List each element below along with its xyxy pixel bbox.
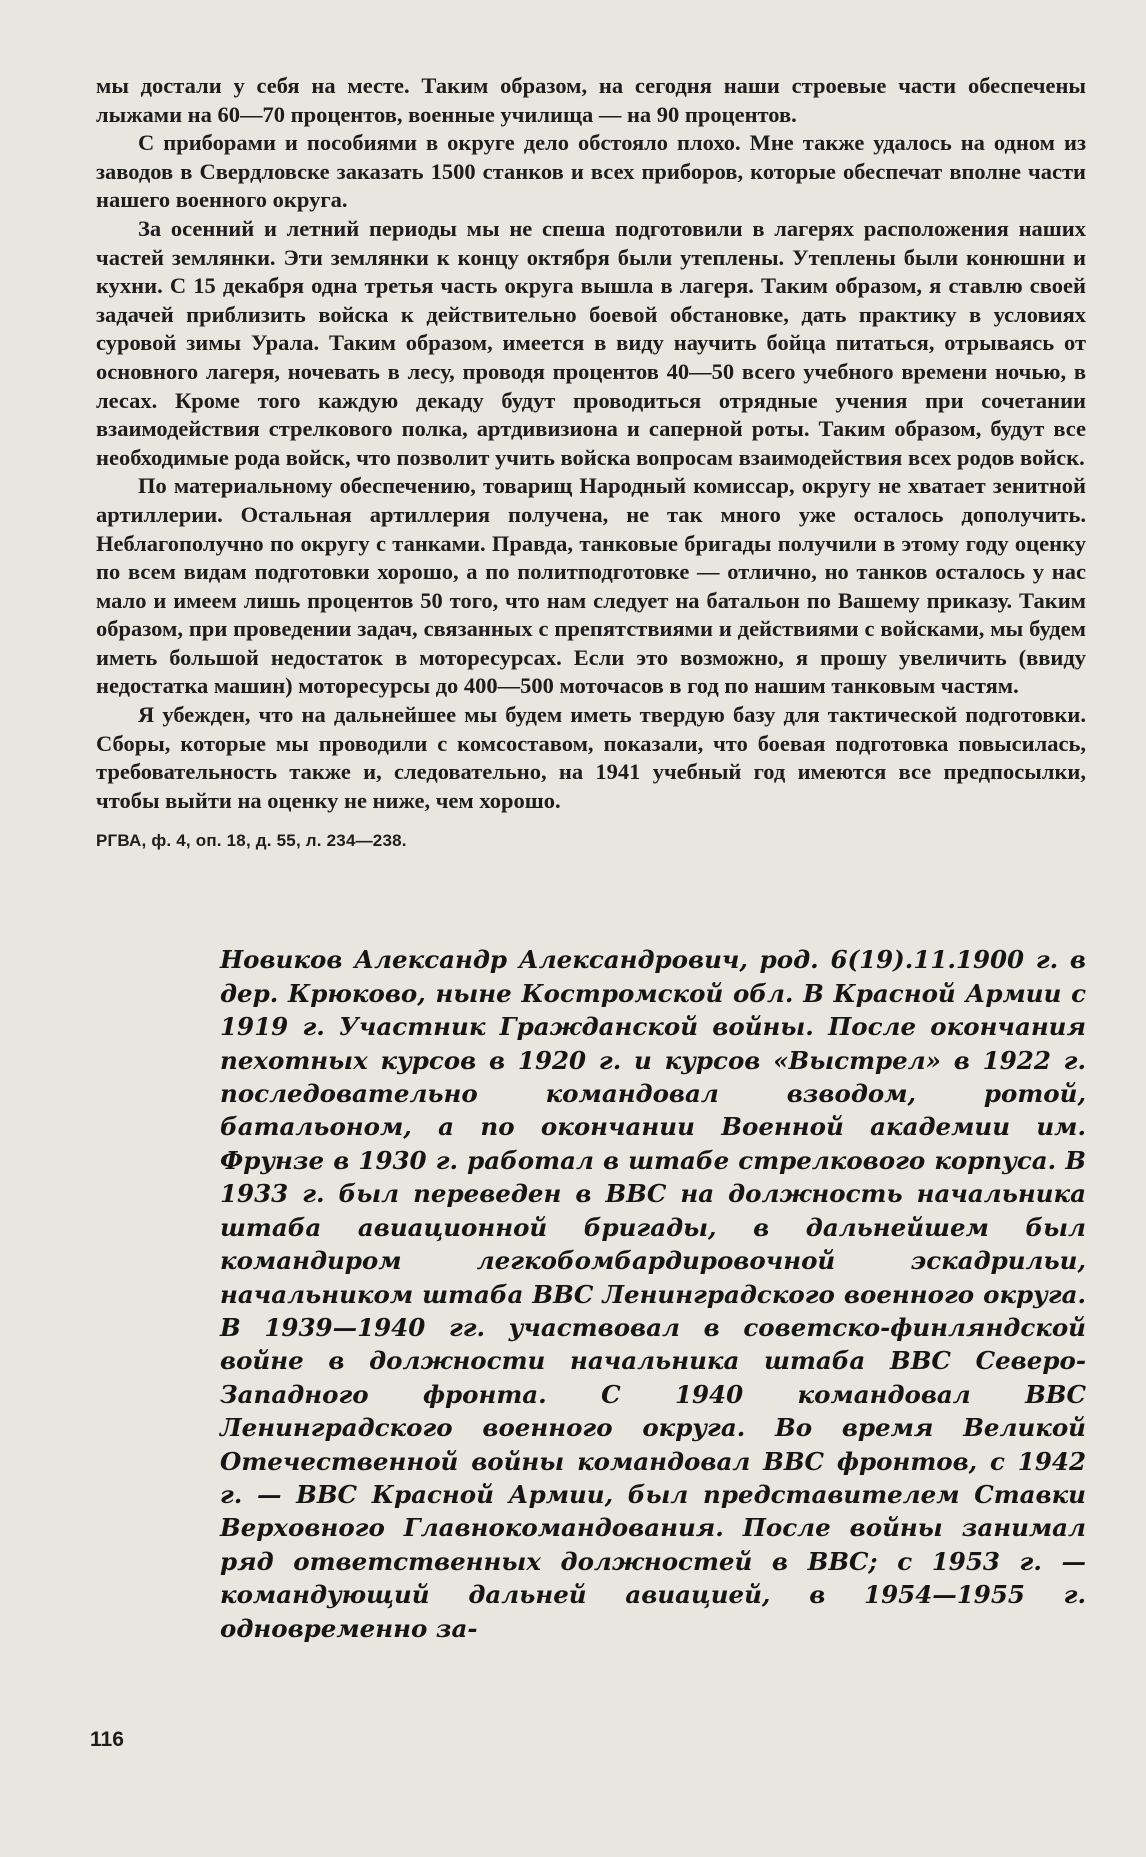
document-body xyxy=(96,72,1086,815)
biographical-note: Новиков Александр Александрович, род. 6(19).11.1900 г. в дер. Крюково, ныне Костромской обл. В Красной Армии с 1919 г. Участник Гражданской войны. После окончания пехотных курсов в 1920 г. и курсов «Выстрел» в 1922 г. последовательно командовал взводом, ротой, батальоном, а по окончании Военной академии им. Фрунзе в 1930 г. работал в штабе стрелкового корпуса. В 1933 г. был переведен в ВВС на должность начальника штаба авиационной бригады, в дальнейшем был командиром легкобомбардировочной эскадрильи, начальником штаба ВВС Ленинградского военного округа. В 1939—1940 гг. участвовал в советско-финляндской войне в должности начальника штаба ВВС Северо-Западного фронта. С 1940 командовал ВВС Ленинградского военного округа. Во время Великой Отечественной войны командовал ВВС фронтов, с 1942 г. — ВВС Красной Армии, был представителем Ставки Верховного Главнокомандования. После войны занимал ряд ответственных должностей в ВВС; с 1953 г. — командующий дальней авиацией, в 1954—1955 г. одновременно за- xyxy=(220,945,1086,1643)
paragraph-2: С приборами и пособиями в округе дело обстояло плохо. Мне также удалось на одном из заводов в Свердловске заказать 1500 станков и всех приборов, которые обеспечат вполне части нашего военного округа. xyxy=(96,130,1086,213)
paragraph-3: За осенний и летний периоды мы не спеша подготовили в лагерях расположения наших частей землянки. Эти землянки к концу октября были утеплены. Утеплены были конюшни и кухни. С 15 декабря одна третья часть округа вышла в лагеря. Таким образом, я ставлю своей задачей приблизить войска к действительно боевой обстановке, дать практику в условиях суровой зимы Урала. Таким образом, имеется в виду научить бойца питаться, отрываясь от основного лагеря, ночевать в лесу, проводя процентов 40—50 всего учебного времени ночью, в лесах. Кроме того каждую декаду будут проводиться отрядные учения при сочетании взаимодействия стрелкового полка, артдивизиона и саперной роты. Таким образом, будут все необходимые рода войск, что позволит учить войска вопросам взаимодействия всех родов войск. xyxy=(96,215,1086,470)
paragraph-5: Я убежден, что на дальнейшее мы будем иметь твердую базу для тактической подготовки. Сборы, которые мы проводили с комсоставом, показали, что боевая подготовка повысилась, требовательность также и, следовательно, на 1941 учебный год имеются все предпосылки, чтобы выйти на оценку не ниже, чем хорошо. xyxy=(96,702,1086,813)
paragraph-4: По материальному обеспечению, товарищ Народный комиссар, округу не хватает зенитной артиллерии. Остальная артиллерия получена, не так много уже осталось дополучить. Неблагополучно по округу с танками. Правда, танковые бригады получили в этому году оценку по всем видам подготовки хорошо, а по политподготовке — отлично, но танков осталось у нас мало и имеем лишь процентов 50 того, что нам следует на батальон по Вашему приказу. Таким образом, при проведении задач, связанных с препятствиями и действиями с войсками, мы будем иметь большой недостаток в моторесурсах. Если это возможно, я прошу увеличить (ввиду недостатка машин) моторесурсы до 400—500 моточасов в год по нашим танковым частям. xyxy=(96,473,1086,699)
paragraph-1: мы достали у себя на месте. Таким образом, на сегодня наши строевые части обеспечены лыжами на 60—70 процентов, военные училища — на 90 процентов. xyxy=(96,73,1086,127)
page-number: 116 xyxy=(90,1728,124,1751)
archive-source-citation: РГВА, ф. 4, оп. 18, д. 55, л. 234—238. xyxy=(96,831,407,851)
